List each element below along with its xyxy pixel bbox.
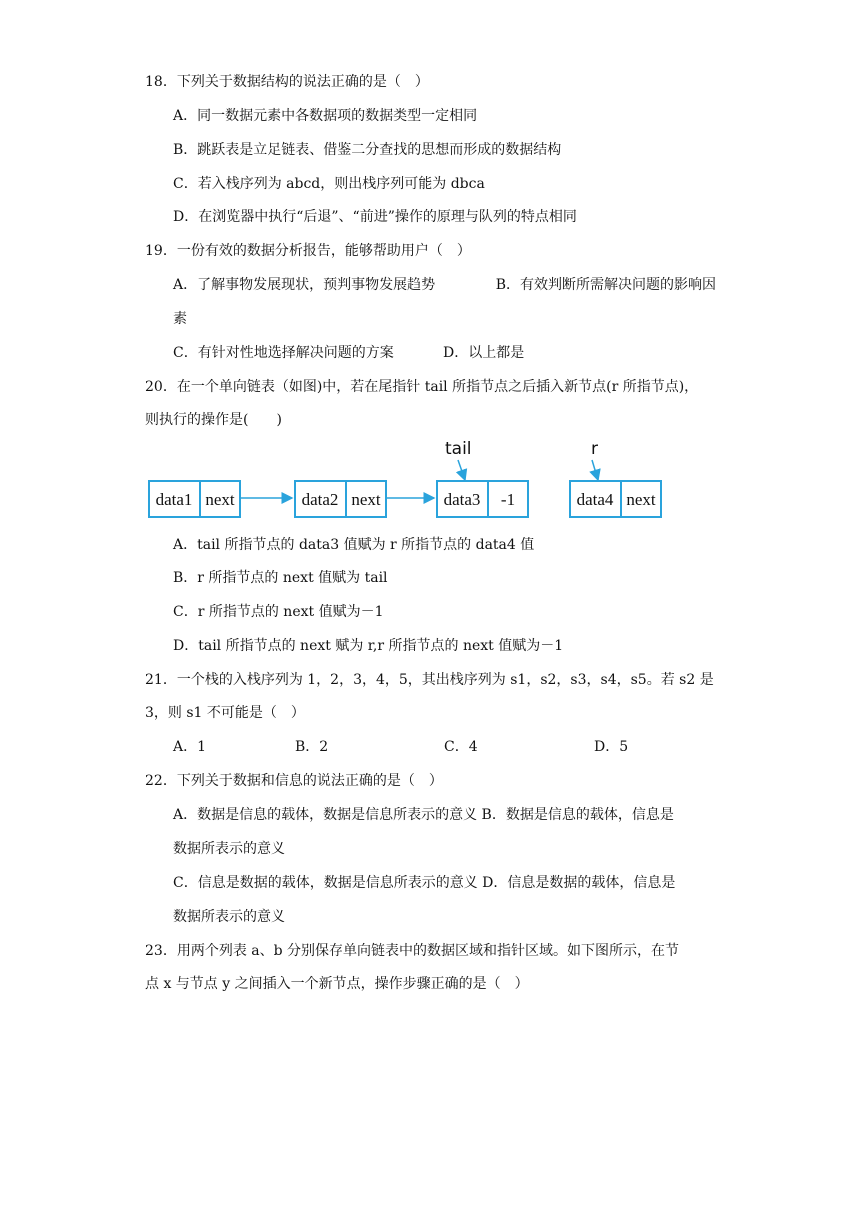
node-4-next: next	[626, 490, 656, 509]
node-4	[570, 481, 661, 517]
node-4-data: data4	[576, 490, 614, 509]
q18-option-a: A．同一数据元素中各数据项的数据类型一定相同	[173, 108, 478, 124]
node-3-next: -1	[500, 490, 516, 509]
node-2-next: next	[351, 490, 381, 509]
q22-options-cd-line2: 数据所表示的意义	[173, 909, 285, 925]
q19-options-ab	[173, 275, 716, 295]
node-2	[295, 481, 386, 517]
node-1	[149, 481, 240, 517]
q23-stem-line2: 点 x 与节点 y 之间插入一个新节点，操作步骤正确的是（ ）	[145, 976, 529, 992]
q23-stem-line1: 23．用两个列表 a、b 分别保存单向链表中的数据区域和指针区域。如下图所示，在节	[145, 943, 680, 959]
q19-option-a: A．了解事物发展现状，预判事物发展趋势	[173, 277, 436, 293]
q21-stem-line1: 21．一个栈的入栈序列为 1，2，3，4，5，其出栈序列为 s1，s2，s3，s4，s5。若 s2 是	[145, 672, 714, 688]
q18-stem: 18．下列关于数据结构的说法正确的是（ ）	[145, 74, 429, 90]
node-3	[437, 481, 528, 517]
node-1-data: data1	[155, 490, 193, 509]
q19-option-d: D．以上都是	[443, 345, 525, 361]
r-pointer-arrow	[592, 460, 598, 480]
node-3-data: data3	[443, 490, 481, 509]
node-2-data: data2	[301, 490, 339, 509]
q22-options-ab-line1: A．数据是信息的载体，数据是信息所表示的意义 B．数据是信息的载体，信息是	[173, 807, 674, 823]
q21-option-b: B．2	[295, 739, 329, 755]
q18-option-b: B．跳跃表是立足链表、借鉴二分查找的思想而形成的数据结构	[173, 142, 562, 158]
linked-list-diagram	[145, 436, 675, 526]
q19-stem: 19．一份有效的数据分析报告，能够帮助用户（ ）	[145, 243, 471, 259]
tail-label: tail	[445, 439, 472, 459]
linked-list-svg	[145, 436, 675, 526]
r-label: r	[591, 439, 598, 459]
q19-option-b: B．有效判断所需解决问题的影响因	[495, 277, 716, 293]
q20-option-c: C．r 所指节点的 next 值赋为－1	[173, 604, 384, 620]
q20-stem-line2: 则执行的操作是( )	[145, 412, 282, 428]
q18-option-c: C．若入栈序列为 abcd，则出栈序列可能为 dbca	[173, 176, 485, 192]
q22-options-cd-line1: C．信息是数据的载体，数据是信息所表示的意义 D．信息是数据的载体，信息是	[173, 875, 676, 891]
q21-option-a: A．1	[173, 739, 207, 755]
q20-stem-line1: 20．在一个单向链表（如图)中，若在尾指针 tail 所指节点之后插入新节点(r 所指节点)，	[145, 379, 699, 395]
tail-pointer-arrow	[458, 460, 465, 480]
q18-option-d: D．在浏览器中执行“后退”、“前进”操作的原理与队列的特点相同	[173, 209, 577, 225]
q20-option-b: B．r 所指节点的 next 值赋为 tail	[173, 570, 388, 586]
q19-options-cd	[173, 343, 524, 363]
q21-option-d: D．5	[594, 739, 629, 755]
q21-option-c: C．4	[444, 739, 478, 755]
q21-stem-line2: 3，则 s1 不可能是（ ）	[145, 705, 305, 721]
q22-options-ab-line2: 数据所表示的意义	[173, 841, 285, 857]
q20-option-a: A．tail 所指节点的 data3 值赋为 r 所指节点的 data4 值	[173, 537, 535, 553]
q20-option-d: D．tail 所指节点的 next 赋为 r,r 所指节点的 next 值赋为－1	[173, 638, 564, 654]
q19-option-c: C．有针对性地选择解决问题的方案	[173, 345, 394, 361]
node-1-next: next	[205, 490, 235, 509]
q22-stem: 22．下列关于数据和信息的说法正确的是（ ）	[145, 773, 443, 789]
q19-option-b-cont: 素	[173, 311, 187, 327]
